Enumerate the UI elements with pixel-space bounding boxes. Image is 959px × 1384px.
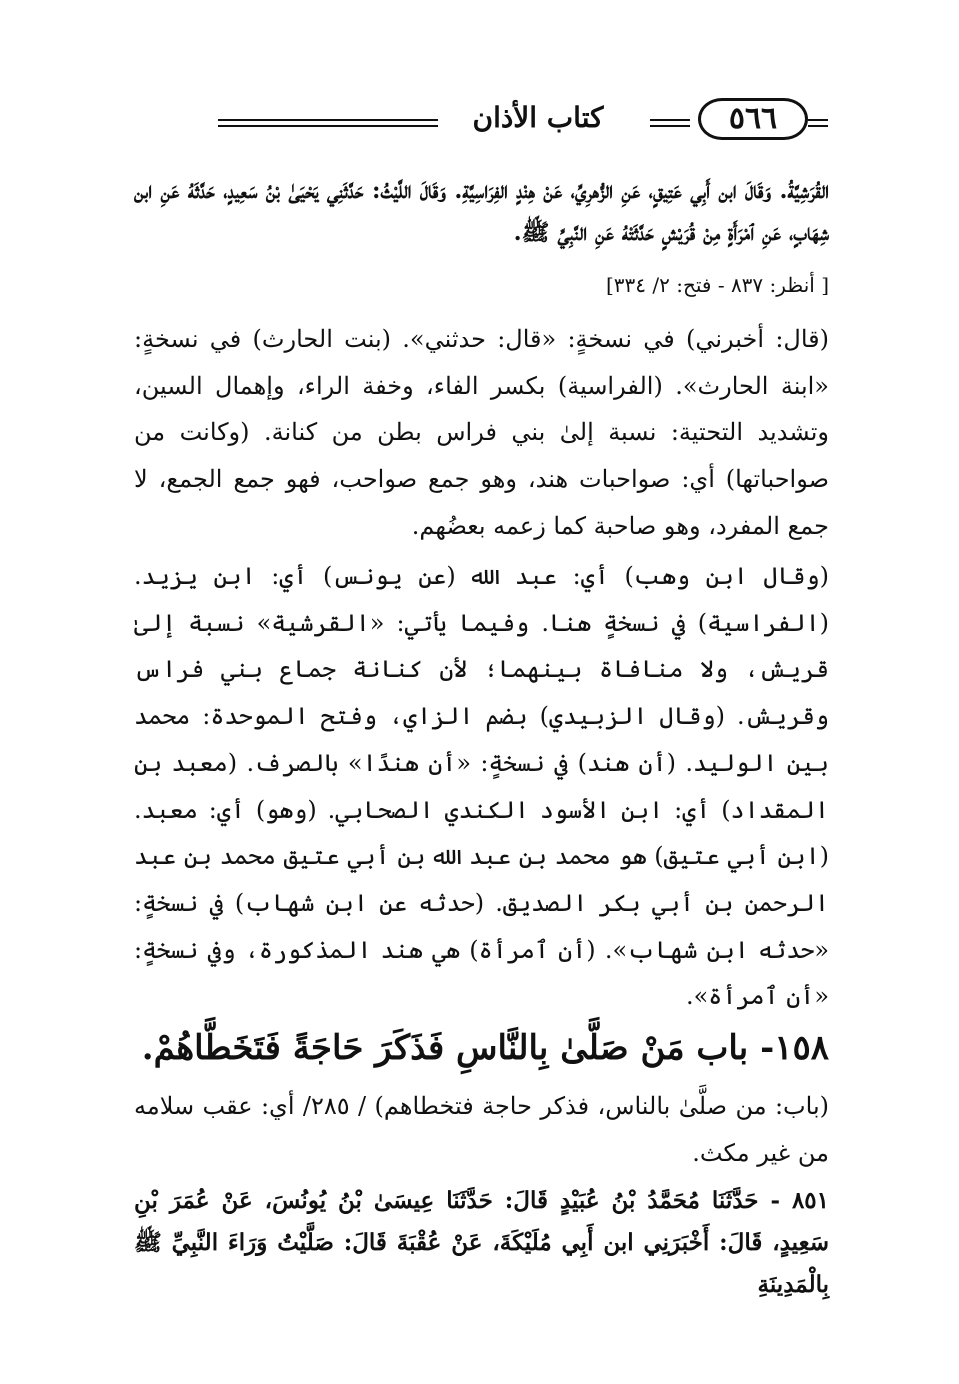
- chapter-heading: ١٥٨- باب مَنْ صَلَّىٰ بِالنَّاسِ فَذَكَرَ حَاجَةً فَتَخَطَّاهُمْ.: [141, 1028, 829, 1068]
- chapter-commentary: (باب: من صلَّىٰ بالناس، فذكر حاجة فتخطاهم) / ٢٨٥/ أي: عقب سلامه من غير مكث.: [134, 1092, 829, 1167]
- header-rule: [650, 119, 690, 127]
- book-title: كتاب الأذان: [453, 98, 623, 138]
- header-rule: [808, 119, 828, 127]
- page-number: ٥٦٦: [698, 98, 808, 140]
- page-header: [108, 92, 828, 152]
- hadith-text: ٨٥١ - حَدَّثَنَا مُحَمَّدُ بْنُ عُبَيْدٍ قَالَ: حَدَّثَنَا عِيسَىٰ بْنُ يُونُسَ، عَنْ عُمَرَ بْنِ سَعِيدٍ، قَالَ: أَخْبَرَنِي ابن أَبِي مُلَيْكَةَ، عَنْ عُقْبَةَ قَالَ: صَلَّيْتُ وَرَاءَ النَّبِيِّ ﷺ بِالْمَدِينَةِ: [134, 1187, 829, 1298]
- header-rule: [218, 119, 438, 127]
- commentary-paragraph: (وقال ابن وهب) أي: عبد الله (عن يونس) أي: ابن يزيد. (الفراسية) في نسخةٍ هنا. وفيما يأتي: «القرشية» نسبة إلىٰ قريش، ولا منافاة بينهما؛ لأن كنانة جماع بني فراس وقريش. (وقال الزبيدي) بضم الزاي، وفتح الموحدة: محمد بين الوليد. (أن هند) في نسخةٍ: «أن هندًا» بالصرف. (معبد بن المقداد) أي: ابن الأسود الكندي الصحابي. (وهو) أي: معبد. (ابن أبي عتيق) هو محمد بن عبد الله بن أبي عتيق محمد بن عبد الرحمن بن أبي بكر الصديق. (حدثه عن ابن شهاب) في نسخةٍ: «حدثه ابن شهاب». (أن ٱمرأة) هي هند المذكورة، وفي نسخةٍ: «أن ٱمرأة».: [134, 562, 830, 1011]
- commentary-paragraph: (قال: أخبرني) في نسخةٍ: «قال: حدثني». (بنت الحارث) في نسخةٍ: «ابنة الحارث». (الفراسية) بكسر الفاء، وخفة الراء، وإهمال السين، وتشديد التحتية: نسبة إلىٰ بني فراس بطن من كنانة. (وكانت من صواحباتها) أي: صواحبات هند، وهو جمع صواحب، فهو جمع الجمع، لا جمع المفرد، وهو صاحبة كما زعمه بعضُهم.: [134, 325, 829, 540]
- hadith-reference: [ أنظر: ٨٣٧ - فتح: ٢/ ٣٣٤]: [605, 273, 829, 297]
- hadith-text: القُرَشِيَّةُ. وَقَالَ ابن أَبِي عَتِيقٍ، عَنِ الزُّهرِيِّ، عَنْ هِنْدٍ الفِرَاسِيَّةِ. وَقَالَ اللَّيْثُ: حَدَّثَنِي يَحْيَىٰ بْنُ سَعِيدٍ، حَدَّثَهُ عَنِ ابن شِهَابٍ، عَنِ ٱمْرَأَةٍ مِنْ قُرَيْشٍ حَدَّثَتْهُ عَنِ النَّبِيِّ ﷺ.: [134, 177, 829, 246]
